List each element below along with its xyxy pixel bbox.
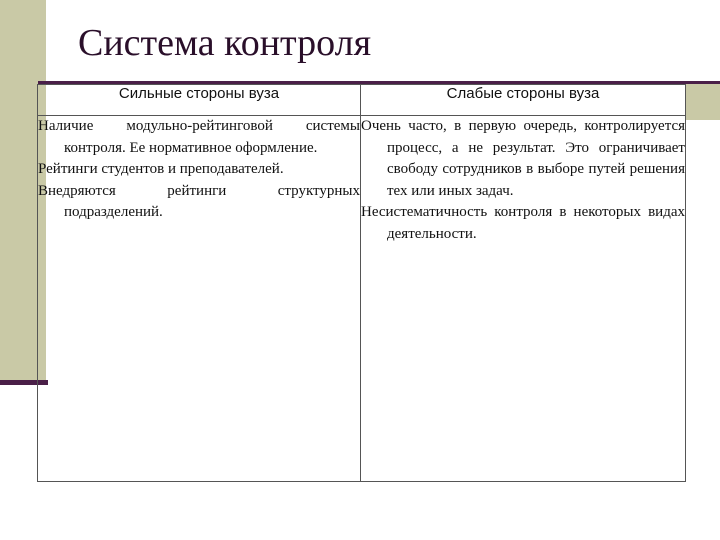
table-header-row [38,85,686,116]
header-strengths: Сильные стороны вуза [38,85,361,116]
comparison-table [37,84,686,482]
slide-title: Система контроля [78,22,372,64]
strength-item: Внедряются рейтинги структурных подразделений. [38,182,360,220]
strength-item: Наличие модульно-рейтинговой системы контроля. Ее нормативное оформление. [38,118,360,156]
weakness-item: Несистематичность контроля в некоторых видах деятельности. [361,204,685,242]
strengths-cell [38,116,361,482]
weaknesses-cell [361,116,686,482]
decorative-header-block [685,84,720,120]
table-body-row [38,116,686,482]
weakness-item: Очень часто, в первую очередь, контролируется процесс, а не результат. Это ограничивает свободу сотрудников в выборе путей решения тех или иных задач. [361,118,685,199]
strength-item: Рейтинги студентов и преподавателей. [38,161,284,177]
header-weaknesses: Слабые стороны вуза [361,85,686,116]
